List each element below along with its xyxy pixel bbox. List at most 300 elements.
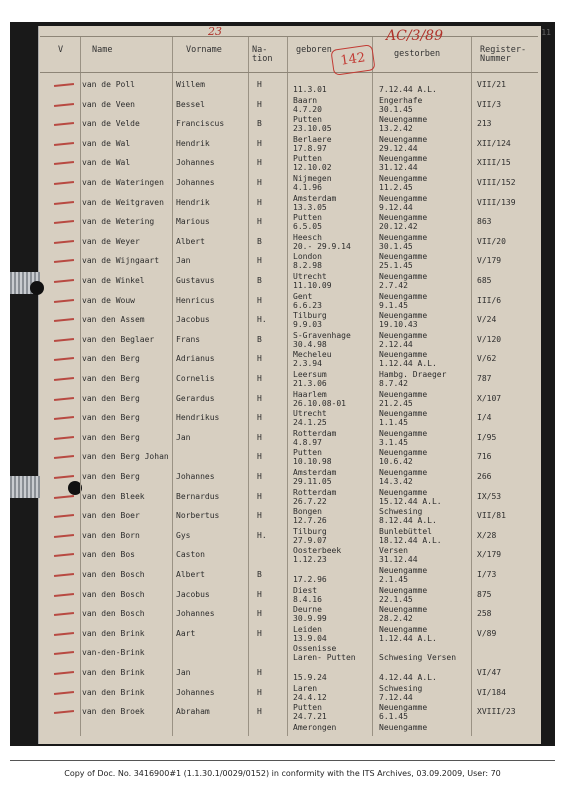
row-birth-place: Tilburg: [293, 526, 327, 536]
row-death-date: 31.12.44: [379, 555, 418, 565]
table-row: [0, 644, 565, 663]
row-death-place: Neuengamme: [379, 115, 428, 125]
row-name: van de Poll: [82, 80, 135, 89]
row-death-date: 1.12.44 A.L.: [379, 633, 437, 643]
row-death-date: 2.7.42: [379, 281, 408, 290]
row-name: van de Wijngaart: [82, 256, 160, 266]
row-birth-place: Utrecht: [293, 272, 327, 281]
row-name: van de Winkel: [82, 276, 145, 285]
row-birth-date: 17.2.96: [293, 575, 327, 584]
row-birth-date: 21.3.06: [293, 379, 327, 388]
table-row: [0, 723, 565, 742]
row-birth-date: 23.10.05: [293, 124, 332, 134]
row-death-place: Neuengamme: [379, 566, 428, 575]
row-birth-place: Gent: [293, 291, 313, 301]
row-register-number: VII/20: [477, 236, 506, 246]
table-row: [0, 625, 565, 644]
row-nation: H: [257, 687, 262, 697]
row-first-name: Cornelis: [176, 374, 215, 383]
check-mark: [54, 83, 74, 87]
row-first-name: Caston: [176, 550, 205, 560]
row-death-place: Hambg. Draeger: [379, 370, 447, 379]
row-death-place: Neuengamme: [379, 703, 428, 713]
row-birth-place: Rotterdam: [293, 428, 337, 438]
table-row: [0, 76, 565, 95]
row-birth-place: Deurne: [293, 605, 322, 615]
row-register-number: 213: [477, 119, 492, 129]
table-row: [0, 174, 565, 193]
row-birth-place: London: [293, 252, 322, 262]
row-death-place: Neuengamme: [379, 409, 428, 419]
table-row: [0, 292, 565, 311]
row-first-name: Johannes: [176, 687, 215, 697]
row-nation: H: [257, 295, 262, 305]
check-mark: [54, 201, 74, 205]
row-name: van-den-Brink: [82, 648, 145, 658]
row-first-name: Bessel: [176, 99, 205, 109]
row-birth-place: Bongen: [293, 507, 322, 517]
row-death-date: 3.1.45: [379, 437, 408, 447]
header-geboren: geboren: [296, 45, 332, 55]
row-birth-date: 12.10.02: [293, 163, 332, 173]
row-register-number: X/107: [477, 393, 502, 403]
row-register-number: 787: [477, 374, 492, 383]
row-first-name: Gustavus: [176, 276, 215, 285]
row-name: van den Berg: [82, 354, 140, 364]
row-death-date: 30.1.45: [379, 241, 413, 251]
row-birth-date: 8.2.98: [293, 261, 322, 271]
row-nation: H: [257, 707, 262, 717]
table-row: [0, 213, 565, 232]
row-death-date: 14.3.42: [379, 477, 413, 486]
table-row: [0, 252, 565, 271]
row-name: van de Weitgraven: [82, 197, 164, 207]
check-mark: [54, 103, 74, 107]
row-birth-date: 27.9.07: [293, 535, 327, 545]
row-nation: B: [257, 276, 262, 285]
row-nation: H: [257, 197, 262, 207]
check-mark: [54, 318, 74, 322]
table-row: [0, 527, 565, 546]
check-mark: [54, 553, 74, 557]
row-death-date: 8.12.44 A.L.: [379, 516, 437, 526]
row-birth-place: Utrecht: [293, 409, 327, 419]
row-birth-place: Diest: [293, 585, 318, 595]
row-birth-place: Rotterdam: [293, 487, 337, 497]
row-birth-date: 8.4.16: [293, 594, 322, 604]
row-nation: H: [257, 138, 262, 148]
row-nation: H: [257, 589, 262, 599]
row-death-place: Neuengamme: [379, 428, 428, 438]
check-mark: [54, 161, 74, 165]
row-first-name: Willem: [176, 80, 205, 89]
row-nation: H: [257, 668, 262, 677]
row-birth-date: 30.4.98: [293, 339, 327, 349]
row-death-date: 20.12.42: [379, 222, 418, 232]
row-nation: B: [257, 334, 262, 344]
row-birth-date: 30.9.99: [293, 614, 327, 624]
table-row: [0, 684, 565, 703]
row-death-place: Schwesing: [379, 683, 423, 693]
check-mark: [54, 357, 74, 361]
row-death-place: Neuengamme: [379, 252, 428, 262]
row-name: van de Wal: [82, 158, 131, 168]
row-name: van den Bosch: [82, 609, 145, 619]
row-birth-date: 1.12.23: [293, 555, 327, 565]
row-birth-place: Putten: [293, 703, 322, 713]
row-birth-place: Putten: [293, 115, 322, 125]
row-birth-place: Nijmegen: [293, 174, 332, 183]
row-nation: H: [257, 452, 262, 462]
row-death-place: Neuengamme: [379, 624, 428, 634]
row-birth-date: 11.10.09: [293, 281, 332, 290]
row-birth-place: Amsterdam: [293, 193, 337, 203]
row-first-name: Henricus: [176, 295, 215, 305]
row-first-name: Marious: [176, 217, 210, 227]
row-first-name: Hendrik: [176, 138, 210, 148]
check-mark: [54, 573, 74, 577]
table-row: [0, 154, 565, 173]
table-row: [0, 586, 565, 605]
table-row: [0, 370, 565, 389]
header-nation: Na- tion: [252, 45, 273, 64]
table-row: [0, 331, 565, 350]
row-register-number: V/120: [477, 334, 502, 344]
row-first-name: Abraham: [176, 707, 210, 717]
row-nation: H: [257, 80, 262, 89]
row-death-place: Neuengamme: [379, 291, 428, 301]
row-death-place: Neuengamme: [379, 448, 428, 458]
check-mark: [54, 632, 74, 636]
row-first-name: Franciscus: [176, 119, 225, 129]
row-birth-place: Amerongen: [293, 722, 337, 732]
row-name: van den Brink: [82, 668, 145, 677]
row-register-number: V/62: [477, 354, 497, 364]
row-name: van den Born: [82, 530, 140, 540]
table-row: [0, 546, 565, 565]
row-name: van den Beglaer: [82, 334, 155, 344]
row-birth-date: 12.7.26: [293, 516, 327, 526]
row-register-number: XIII/15: [477, 158, 511, 168]
row-name: van de Velde: [82, 119, 140, 129]
row-nation: H: [257, 354, 262, 364]
row-name: van den Berg: [82, 413, 140, 423]
row-nation: H: [257, 628, 262, 638]
row-name: van den Berg: [82, 432, 140, 442]
row-name: van den Berg: [82, 472, 140, 481]
row-register-number: XVIII/23: [477, 707, 516, 717]
row-death-place: Neuengamme: [379, 389, 428, 399]
row-name: van den Bos: [82, 550, 135, 560]
row-name: van den Berg: [82, 393, 140, 403]
row-nation: H: [257, 511, 262, 521]
row-birth-date: 10.10.98: [293, 457, 332, 467]
check-mark: [54, 377, 74, 381]
row-death-date: 19.10.43: [379, 320, 418, 330]
row-first-name: Gerardus: [176, 393, 215, 403]
row-death-place: Neuengamme: [379, 193, 428, 203]
row-register-number: VI/47: [477, 668, 502, 677]
table-row: [0, 350, 565, 369]
row-nation: H: [257, 491, 262, 501]
table-row: [0, 488, 565, 507]
row-name: van den Brink: [82, 687, 145, 697]
row-death-date: 7.12.44: [379, 692, 413, 702]
row-birth-place: Laren: [293, 683, 318, 693]
row-death-date: 8.7.42: [379, 379, 408, 388]
row-birth-date: 29.11.05: [293, 477, 332, 486]
row-death-date: Schwesing Versen: [379, 653, 457, 663]
row-nation: H: [257, 158, 262, 168]
row-death-date: 11.2.45: [379, 183, 413, 192]
row-death-date: 21.2.45: [379, 398, 413, 408]
row-death-place: Neuengamme: [379, 154, 428, 164]
row-birth-place: Leiden: [293, 624, 322, 634]
header-rule-top: [40, 36, 538, 37]
row-first-name: Jacobus: [176, 315, 210, 325]
row-register-number: 875: [477, 589, 492, 599]
row-birth-place: S-Gravenhage: [293, 330, 351, 340]
row-first-name: Bernardus: [176, 491, 220, 501]
row-birth-place: Leersum: [293, 370, 327, 379]
row-birth-date: 24.4.12: [293, 692, 327, 702]
row-death-date: 22.1.45: [379, 594, 413, 604]
row-name: van den Berg: [82, 374, 140, 383]
row-name: van den Broek: [82, 707, 145, 717]
row-register-number: 863: [477, 217, 492, 227]
check-mark: [54, 593, 74, 597]
row-death-place: Neuengamme: [379, 213, 428, 223]
row-birth-date: 2.3.94: [293, 359, 322, 369]
check-mark: [54, 338, 74, 342]
row-birth-place: Ossenisse: [293, 644, 337, 654]
row-death-date: 10.6.42: [379, 457, 413, 467]
row-first-name: Jan: [176, 668, 191, 677]
check-mark: [54, 181, 74, 185]
row-birth-date: Laren- Putten: [293, 653, 356, 663]
row-first-name: Frans: [176, 334, 201, 344]
row-register-number: V/24: [477, 315, 497, 325]
check-mark: [54, 397, 74, 401]
row-death-date: 6.1.45: [379, 712, 408, 722]
check-mark: [54, 612, 74, 616]
row-register-number: VIII/139: [477, 197, 516, 207]
row-register-number: 266: [477, 472, 492, 481]
row-nation: H: [257, 432, 262, 442]
table-row: [0, 194, 565, 213]
check-mark: [54, 671, 74, 675]
header-gestorben: gestorben: [394, 49, 441, 59]
table-row: [0, 566, 565, 585]
row-birth-place: Putten: [293, 154, 322, 164]
handwritten-reference: AC/3/89: [386, 28, 443, 44]
row-death-date: 13.2.42: [379, 124, 413, 134]
header-vorname: Vorname: [186, 45, 222, 55]
row-nation: B: [257, 119, 262, 129]
table-row: [0, 390, 565, 409]
row-birth-place: Baarn: [293, 95, 318, 105]
row-birth-place: Tilburg: [293, 311, 327, 321]
row-nation: H: [257, 178, 262, 187]
row-birth-place: Mecheleu: [293, 350, 332, 360]
row-nation: H: [257, 393, 262, 403]
row-birth-place: Putten: [293, 213, 322, 223]
row-death-date: 15.12.44 A.L.: [379, 496, 442, 506]
table-row: [0, 409, 565, 428]
row-register-number: 258: [477, 609, 492, 619]
row-birth-place: Berlaere: [293, 134, 332, 144]
row-death-place: Neuengamme: [379, 272, 428, 281]
check-mark: [54, 416, 74, 420]
row-death-place: Neuengamme: [379, 350, 428, 360]
row-nation: H: [257, 374, 262, 383]
row-death-place: Neuengamme: [379, 311, 428, 321]
check-mark: [54, 436, 74, 440]
row-name: van de Wetering: [82, 217, 155, 227]
row-birth-place: Heesch: [293, 232, 322, 242]
header-register: Register- Nummer: [480, 45, 527, 64]
row-nation: B: [257, 236, 262, 246]
check-mark: [54, 514, 74, 518]
row-death-date: 30.1.45: [379, 104, 413, 114]
row-first-name: Johannes: [176, 609, 215, 619]
row-death-place: Neuengamme: [379, 134, 428, 144]
table-row: [0, 96, 565, 115]
row-register-number: IX/53: [477, 491, 502, 501]
row-nation: H: [257, 256, 262, 266]
row-death-date: 18.12.44 A.L.: [379, 535, 442, 545]
row-death-date: 9.1.45: [379, 300, 408, 310]
row-death-date: 2.1.45: [379, 575, 408, 584]
check-mark: [54, 651, 74, 655]
row-first-name: Norbertus: [176, 511, 220, 521]
row-death-place: Versen: [379, 546, 408, 556]
row-birth-date: 13.3.05: [293, 202, 327, 212]
row-nation: H: [257, 217, 262, 227]
row-birth-place: Putten: [293, 448, 322, 458]
row-first-name: Jacobus: [176, 589, 210, 599]
row-register-number: VII/81: [477, 511, 506, 521]
row-nation: H.: [257, 315, 267, 325]
row-register-number: V/179: [477, 256, 502, 266]
row-birth-date: 4.7.20: [293, 104, 322, 114]
row-death-place: Neuengamme: [379, 232, 428, 242]
row-register-number: 716: [477, 452, 492, 462]
row-nation: H: [257, 413, 262, 423]
row-nation: H: [257, 472, 262, 481]
header-name: Name: [92, 45, 113, 55]
row-first-name: Johannes: [176, 158, 215, 168]
row-first-name: Albert: [176, 236, 205, 246]
row-name: van den Bleek: [82, 491, 145, 501]
row-register-number: VIII/152: [477, 178, 516, 187]
row-death-date: 7.12.44 A.L.: [379, 85, 437, 94]
check-mark: [54, 122, 74, 126]
row-birth-date: 11.3.01: [293, 85, 327, 94]
row-birth-place: Oosterbeek: [293, 546, 342, 556]
check-mark: [54, 475, 74, 479]
row-first-name: Gys: [176, 530, 191, 540]
row-birth-date: 26.7.22: [293, 496, 327, 506]
row-death-date: 9.12.44: [379, 202, 413, 212]
row-name: van de Wal: [82, 138, 131, 148]
row-name: van den Brink: [82, 628, 145, 638]
row-first-name: Johannes: [176, 178, 215, 187]
row-nation: H: [257, 99, 262, 109]
table-row: [0, 429, 565, 448]
row-first-name: Jan: [176, 432, 191, 442]
row-death-place: Neuengamme: [379, 605, 428, 615]
row-first-name: Jan: [176, 256, 191, 266]
page-corner-number: 11: [541, 28, 551, 37]
check-mark: [54, 455, 74, 459]
row-death-date: 1.1.45: [379, 418, 408, 428]
table-row: [0, 272, 565, 291]
row-birth-date: 15.9.24: [293, 673, 327, 682]
header-rule-bottom: [40, 72, 538, 73]
row-register-number: I/4: [477, 413, 492, 423]
row-name: van den Bosch: [82, 570, 145, 579]
row-death-place: Neuengamme: [379, 468, 428, 477]
row-death-place: Schwesing: [379, 507, 423, 517]
check-mark: [54, 299, 74, 303]
row-register-number: X/179: [477, 550, 502, 560]
row-death-place: Neuengamme: [379, 585, 428, 595]
table-row: [0, 448, 565, 467]
row-first-name: Adrianus: [176, 354, 215, 364]
row-name: van den Berg Johan: [82, 452, 169, 462]
row-first-name: Johannes: [176, 472, 215, 481]
check-mark: [54, 710, 74, 714]
row-death-date: 4.12.44 A.L.: [379, 673, 437, 682]
table-row: [0, 115, 565, 134]
row-first-name: Hendrik: [176, 197, 210, 207]
row-register-number: X/28: [477, 530, 497, 540]
row-death-place: Engerhafe: [379, 95, 423, 105]
red-stamp: 142: [330, 44, 375, 76]
check-mark: [54, 220, 74, 224]
row-birth-date: 20.- 29.9.14: [293, 241, 351, 251]
check-mark: [54, 691, 74, 695]
row-birth-date: 6.6.23: [293, 300, 322, 310]
row-birth-date: 24.7.21: [293, 712, 327, 722]
row-death-place: Neuengamme: [379, 487, 428, 497]
footer-rule: [10, 760, 555, 761]
row-register-number: III/6: [477, 295, 502, 305]
row-death-date: 2.12.44: [379, 339, 413, 349]
row-death-date: 28.2.42: [379, 614, 413, 624]
row-name: van de Veen: [82, 99, 135, 109]
row-register-number: XII/124: [477, 138, 511, 148]
row-register-number: VII/21: [477, 80, 506, 89]
row-register-number: VII/3: [477, 99, 502, 109]
row-birth-date: 6.5.05: [293, 222, 322, 232]
row-death-place: Neuengamme: [379, 330, 428, 340]
row-death-date: 31.12.44: [379, 163, 418, 173]
row-first-name: Hendrikus: [176, 413, 220, 423]
row-register-number: VI/184: [477, 687, 506, 697]
row-first-name: Albert: [176, 570, 205, 579]
row-name: van den Bosch: [82, 589, 145, 599]
row-name: van den Assem: [82, 315, 145, 325]
row-birth-date: 13.9.04: [293, 633, 327, 643]
table-row: [0, 605, 565, 624]
row-death-place: Neuengamme: [379, 722, 428, 732]
row-death-date: 29.12.44: [379, 143, 418, 153]
row-nation: B: [257, 570, 262, 579]
table-row: [0, 507, 565, 526]
handwritten-number: 23: [208, 25, 222, 38]
